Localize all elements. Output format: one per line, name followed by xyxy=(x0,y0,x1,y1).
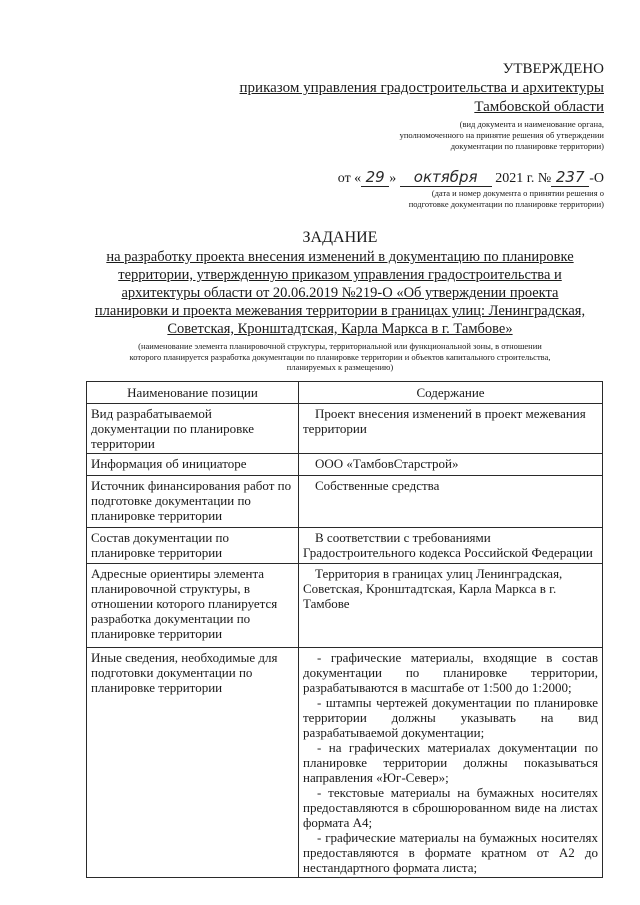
date-mid: » xyxy=(389,171,397,186)
subject-note-line: (наименование элемента планировочной структуры, территориальной или функциональной зоны, в отношении xyxy=(138,341,542,351)
date-note xyxy=(224,188,604,210)
table-row xyxy=(87,404,603,454)
order-year: 2021 г. № xyxy=(495,171,552,186)
row-name: Вид разрабатываемой документации по планировке территории xyxy=(87,404,299,454)
column-header-position: Наименование позиции xyxy=(87,382,299,404)
subject-note-line: планируемых к размещению) xyxy=(286,362,394,372)
order-line-1: приказом управления градостроительства и архитектуры xyxy=(239,80,604,96)
subject-line: территории, утвержденную приказом управления градостроительства и xyxy=(118,267,562,283)
order-date-line xyxy=(224,168,604,188)
row-name: Адресные ориентиры элемента планировочной структуры, в отношении которого планируется разработка документации по планировке территории xyxy=(87,564,299,648)
approval-note xyxy=(224,119,604,152)
task-heading: ЗАДАНИЕ xyxy=(302,229,378,246)
task-table xyxy=(86,381,603,878)
list-item: - штампы чертежей документации по планировке территории должны указывать на вид разрабатываемой документации; xyxy=(303,695,598,740)
order-line-2: Тамбовской области xyxy=(474,99,604,115)
task-title-block xyxy=(80,228,600,373)
list-item: - графические материалы, входящие в состав документации по планировке территории, разрабатываются в масштабе от 1:500 до 1:2000; xyxy=(303,650,598,695)
table-row xyxy=(87,476,603,528)
subject-line: планировки и проекта межевания территории в границах улиц: Ленинградская, xyxy=(94,303,586,319)
approval-note-line: документации по планировке территории) xyxy=(450,141,604,151)
list-item: - графические материалы на бумажных носителях предоставляются в формате кратном от А2 до нестандартного формата листа; xyxy=(303,830,598,875)
date-prefix: от « xyxy=(337,171,362,186)
list-item: - на графических материалах документации по планировке территории должны показываться направления «Юг-Север»; xyxy=(303,740,598,785)
row-content: Проект внесения изменений в проект межевания территории xyxy=(299,404,603,454)
table-row xyxy=(87,528,603,564)
approval-note-line: (вид документа и наименование органа, xyxy=(459,119,604,129)
subject-line: Советская, Кронштадтская, Карла Маркса в г. Тамбове» xyxy=(167,321,513,337)
table-row xyxy=(87,564,603,648)
row-content: Собственные средства xyxy=(299,476,603,528)
order-number: 237 xyxy=(551,168,589,187)
row-name: Информация об инициаторе xyxy=(87,454,299,476)
order-suffix: -О xyxy=(589,171,604,186)
row-name: Источник финансирования работ по подготовке документации по планировке территории xyxy=(87,476,299,528)
approval-note-line: уполномоченного на принятие решения об утверждении xyxy=(399,130,604,140)
order-day: 29 xyxy=(361,168,389,187)
column-header-content: Содержание xyxy=(299,382,603,404)
approval-block xyxy=(224,60,604,210)
row-content: В соответствии с требованиями Градостроительного кодекса Российской Федерации xyxy=(299,528,603,564)
approved-heading: УТВЕРЖДЕНО xyxy=(502,61,604,77)
date-note-line: (дата и номер документа о принятии решения о xyxy=(431,188,604,198)
list-item: - текстовые материалы на бумажных носителях предоставляются в сброшюрованном виде на листах формата А4; xyxy=(303,785,598,830)
table-header-row xyxy=(87,382,603,404)
table-row xyxy=(87,454,603,476)
row-content: ООО «ТамбовСтарстрой» xyxy=(299,454,603,476)
row-content: Территория в границах улиц Ленинградская, Советская, Кронштадтская, Карла Маркса в г. Тамбове xyxy=(299,564,603,648)
subject-line: на разработку проекта внесения изменений в документацию по планировке xyxy=(106,249,574,265)
row-content-list xyxy=(299,648,603,878)
subject-line: архитектуры области от 20.06.2019 №219-О «Об утверждении проекта xyxy=(121,285,559,301)
task-subject xyxy=(80,248,600,338)
date-note-line: подготовке документации по планировке территории) xyxy=(408,199,604,209)
subject-note-line: которого планируется разработка документации по планировке территории и объектов капитального строительства, xyxy=(129,351,551,362)
table-row xyxy=(87,648,603,878)
order-month: октября xyxy=(400,168,492,187)
row-name: Иные сведения, необходимые для подготовки документации по планировке территории xyxy=(87,648,299,878)
row-name: Состав документации по планировке территории xyxy=(87,528,299,564)
subject-note xyxy=(80,341,600,373)
